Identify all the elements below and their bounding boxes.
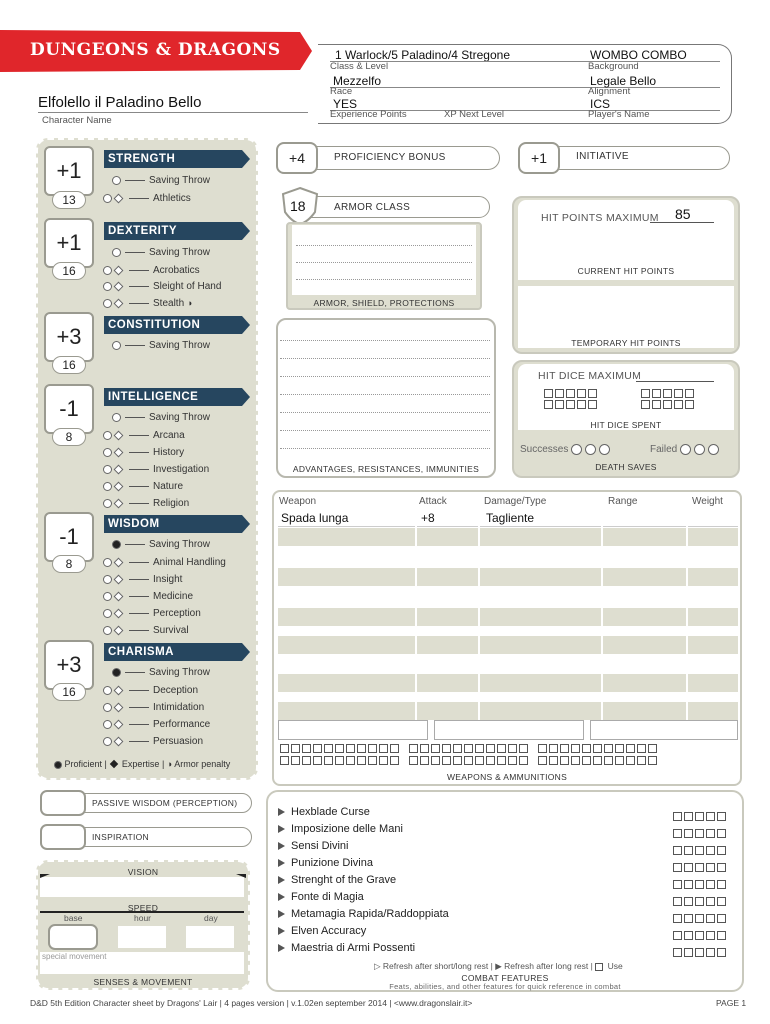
- advantages-line: [280, 394, 490, 395]
- advantages-line: [280, 376, 490, 377]
- proficiency-circle-icon[interactable]: [103, 609, 112, 618]
- inspiration-value[interactable]: [40, 824, 86, 850]
- weapon-damage[interactable]: Tagliente: [486, 511, 535, 525]
- weapon-header-weight: Weight: [692, 496, 723, 507]
- wisdom-mod[interactable]: -1: [44, 512, 94, 562]
- advantages-line: [280, 448, 490, 449]
- proficiency-circle-icon[interactable]: [103, 482, 112, 491]
- charisma-mod[interactable]: +3: [44, 640, 94, 690]
- proficiency-circle-icon[interactable]: [103, 575, 112, 584]
- header-line-2: [330, 87, 720, 88]
- wisdom-saving-throw[interactable]: Saving Throw: [112, 539, 210, 550]
- triangle-icon: [278, 842, 285, 850]
- skill-intimidation[interactable]: Intimidation: [103, 702, 204, 713]
- vision-label: VISION: [127, 867, 159, 877]
- ammo-box-2[interactable]: [434, 720, 584, 740]
- advantages-line: [280, 340, 490, 341]
- proficiency-circle-icon[interactable]: [103, 499, 112, 508]
- hit-dice-checkboxes-left[interactable]: [544, 388, 614, 410]
- expertise-diamond-icon[interactable]: [114, 625, 124, 635]
- weapon-row[interactable]: [278, 674, 738, 692]
- expertise-icon: [110, 760, 118, 768]
- weapon-row[interactable]: [278, 702, 738, 720]
- weapon-row[interactable]: [278, 636, 738, 654]
- alignment-label: Alignment: [588, 86, 631, 97]
- feature-item[interactable]: Imposizione delle Mani: [278, 823, 403, 835]
- alignment-value[interactable]: Legale Bello: [590, 74, 657, 88]
- constitution-saving-throw[interactable]: Saving Throw: [112, 340, 210, 351]
- inspiration-label: INSPIRATION: [92, 832, 149, 842]
- hit-dice-checkboxes-right[interactable]: [641, 388, 711, 410]
- feature-item[interactable]: Hexblade Curse: [278, 806, 370, 818]
- constitution-banner: CONSTITUTION: [104, 316, 242, 334]
- armor-protections-label: ARMOR, SHIELD, PROTECTIONS: [313, 298, 455, 308]
- use-checkbox-icon: [595, 963, 603, 971]
- armor-protections-box[interactable]: [292, 225, 476, 295]
- initiative-label: INITIATIVE: [576, 151, 629, 162]
- constitution-score[interactable]: 16: [52, 356, 86, 374]
- death-save-circle-icon[interactable]: [599, 444, 610, 455]
- ammo-box-3[interactable]: [590, 720, 738, 740]
- hp-max-line: [650, 222, 714, 223]
- charisma-score[interactable]: 16: [52, 683, 86, 701]
- expertise-diamond-icon[interactable]: [114, 281, 124, 291]
- expertise-diamond-icon[interactable]: [114, 464, 124, 474]
- ammo-box-1[interactable]: [278, 720, 428, 740]
- character-name-line: [38, 112, 308, 113]
- death-save-circle-icon[interactable]: [708, 444, 719, 455]
- feature-item[interactable]: Sensi Divini: [278, 840, 348, 852]
- feature-item[interactable]: Fonte di Magia: [278, 891, 364, 903]
- filled-triangle-icon: ▶: [495, 961, 502, 971]
- skill-arcana[interactable]: Arcana: [103, 430, 185, 441]
- expertise-diamond-icon[interactable]: [114, 447, 124, 457]
- strength-score[interactable]: 13: [52, 191, 86, 209]
- triangle-icon: [278, 910, 285, 918]
- proficiency-circle-icon[interactable]: [103, 703, 112, 712]
- expertise-diamond-icon[interactable]: [114, 591, 124, 601]
- speed-base-label: base: [64, 913, 83, 923]
- weapon-row[interactable]: [278, 568, 738, 586]
- expertise-diamond-icon[interactable]: [114, 193, 124, 203]
- weapon-header-weapon: Weapon: [279, 496, 317, 507]
- skill-religion[interactable]: Religion: [103, 498, 189, 509]
- feature-item[interactable]: Punizione Divina: [278, 857, 373, 869]
- triangle-icon: [278, 876, 285, 884]
- skill-animal-handling[interactable]: Animal Handling: [103, 557, 226, 568]
- feature-item[interactable]: Strenght of the Grave: [278, 874, 396, 886]
- feature-item[interactable]: Maestria di Armi Possenti: [278, 942, 415, 954]
- dexterity-mod[interactable]: +1: [44, 218, 94, 268]
- proficiency-circle-icon[interactable]: [103, 431, 112, 440]
- proficiency-circle-icon[interactable]: [103, 626, 112, 635]
- skill-deception[interactable]: Deception: [103, 685, 198, 696]
- strength-saving-throw[interactable]: Saving Throw: [112, 175, 210, 186]
- intelligence-saving-throw[interactable]: Saving Throw: [112, 412, 210, 423]
- armor-penalty-icon: ◑: [186, 298, 193, 308]
- proficiency-circle-icon[interactable]: [103, 686, 112, 695]
- senses-title: SENSES & MOVEMENT: [93, 977, 193, 987]
- speed-label: SPEED: [127, 903, 159, 913]
- passive-wisdom-label: PASSIVE WISDOM (PERCEPTION): [92, 798, 238, 808]
- background-label: Background: [588, 61, 639, 72]
- proficiency-circle-icon[interactable]: [112, 413, 121, 422]
- skill-persuasion[interactable]: Persuasion: [103, 736, 203, 747]
- weapon-header-range: Range: [608, 496, 638, 507]
- intelligence-banner: INTELLIGENCE: [104, 388, 242, 406]
- weapon-name[interactable]: Spada lunga: [281, 511, 349, 525]
- armor-line: [296, 262, 472, 263]
- proficiency-circle-icon[interactable]: [103, 720, 112, 729]
- proficiency-circle-filled-icon[interactable]: [112, 668, 121, 677]
- proficiency-circle-icon[interactable]: [103, 194, 112, 203]
- death-save-circle-icon[interactable]: [694, 444, 705, 455]
- wisdom-banner: WISDOM: [104, 515, 242, 533]
- hp-max-value[interactable]: 85: [675, 206, 691, 222]
- weapon-attack[interactable]: +8: [421, 511, 435, 525]
- player-label: Player's Name: [588, 109, 650, 120]
- experience-value[interactable]: YES: [333, 97, 358, 111]
- character-name[interactable]: Elfolello il Paladino Bello: [38, 94, 202, 111]
- legend: Proficient | Expertise | ◑ Armor penalty: [54, 759, 230, 769]
- dexterity-score[interactable]: 16: [52, 262, 86, 280]
- expertise-diamond-icon[interactable]: [114, 574, 124, 584]
- intelligence-score[interactable]: 8: [52, 428, 86, 446]
- experience-label: Experience Points: [330, 109, 407, 120]
- skill-investigation[interactable]: Investigation: [103, 464, 209, 475]
- race-label: Race: [330, 86, 353, 97]
- weapons-title: WEAPONS & AMMUNITIONS: [446, 772, 568, 782]
- outline-triangle-icon: ▷: [374, 961, 381, 971]
- death-saves-failed[interactable]: Failed: [650, 444, 719, 455]
- proficiency-circle-icon[interactable]: [112, 176, 121, 185]
- vision-box[interactable]: [40, 877, 244, 897]
- skill-survival[interactable]: Survival: [103, 625, 189, 636]
- strength-banner: STRENGTH: [104, 150, 242, 168]
- triangle-icon: [278, 927, 285, 935]
- advantages-line: [280, 358, 490, 359]
- initiative-value[interactable]: +1: [518, 142, 560, 174]
- weapon-row[interactable]: [278, 608, 738, 626]
- triangle-icon: [278, 893, 285, 901]
- expertise-diamond-icon[interactable]: [114, 685, 124, 695]
- death-saves-title: DEATH SAVES: [595, 462, 657, 472]
- race-value[interactable]: Mezzelfo: [333, 74, 382, 88]
- armor-class-value[interactable]: 18: [290, 198, 306, 214]
- dexterity-saving-throw[interactable]: Saving Throw: [112, 247, 210, 258]
- proficiency-circle-icon[interactable]: [103, 266, 112, 275]
- triangle-icon: [278, 944, 285, 952]
- speed-day-label: day: [204, 913, 218, 923]
- proficiency-circle-icon[interactable]: [112, 341, 121, 350]
- vision-box-marker-left: [40, 874, 50, 878]
- skill-performance[interactable]: Performance: [103, 719, 210, 730]
- weapon-header-attack: Attack: [419, 496, 447, 507]
- death-save-circle-icon[interactable]: [680, 444, 691, 455]
- proficiency-circle-filled-icon[interactable]: [112, 540, 121, 549]
- page-number: PAGE 1: [716, 998, 747, 1008]
- death-save-circle-icon[interactable]: [571, 444, 582, 455]
- feature-use-checkboxes[interactable]: [673, 808, 741, 961]
- temp-hp-label: TEMPORARY HIT POINTS: [571, 338, 681, 348]
- background-value[interactable]: WOMBO COMBO: [590, 48, 687, 62]
- proficiency-circle-icon[interactable]: [103, 465, 112, 474]
- advantages-line: [280, 412, 490, 413]
- proficiency-circle-icon[interactable]: [103, 592, 112, 601]
- expertise-diamond-icon[interactable]: [114, 265, 124, 275]
- weapon-row[interactable]: [278, 528, 738, 546]
- xp-next-label: XP Next Level: [444, 109, 505, 120]
- combat-features-subtitle: Feats, abilities, and other features for quick reference in combat: [389, 982, 621, 991]
- expertise-diamond-icon[interactable]: [114, 702, 124, 712]
- proficiency-circle-icon[interactable]: [103, 299, 112, 308]
- skill-stealth[interactable]: Stealth ◑: [103, 298, 192, 309]
- proficient-icon: [54, 761, 62, 769]
- proficiency-circle-icon[interactable]: [112, 248, 121, 257]
- proficiency-circle-icon[interactable]: [103, 558, 112, 567]
- weapon-header-damage: Damage/Type: [484, 496, 547, 507]
- features-refresh-legend: ▷ Refresh after short/long rest | ▶ Refresh after long rest | Use: [374, 961, 623, 971]
- special-movement-label: special movement: [42, 952, 107, 961]
- character-name-label: Character Name: [42, 115, 112, 126]
- skill-nature[interactable]: Nature: [103, 481, 183, 492]
- expertise-diamond-icon[interactable]: [114, 557, 124, 567]
- ammo-checkboxes[interactable]: [280, 742, 740, 766]
- expertise-diamond-icon[interactable]: [114, 298, 124, 308]
- expertise-diamond-icon[interactable]: [114, 481, 124, 491]
- armor-line: [296, 279, 472, 280]
- expertise-diamond-icon[interactable]: [114, 736, 124, 746]
- skill-medicine[interactable]: Medicine: [103, 591, 193, 602]
- player-value[interactable]: ICS: [590, 97, 611, 111]
- proficiency-bonus-value[interactable]: +4: [276, 142, 318, 174]
- armor-class-label: ARMOR CLASS: [334, 202, 411, 213]
- skill-athletics[interactable]: Athletics: [103, 193, 191, 204]
- advantages-box[interactable]: [276, 318, 496, 478]
- death-saves-successes[interactable]: Successes: [520, 444, 610, 455]
- speed-hour-box[interactable]: [118, 926, 166, 948]
- skill-acrobatics[interactable]: Acrobatics: [103, 265, 200, 276]
- armor-line: [296, 245, 472, 246]
- triangle-icon: [278, 825, 285, 833]
- skill-insight[interactable]: Insight: [103, 574, 182, 585]
- wisdom-score[interactable]: 8: [52, 555, 86, 573]
- triangle-icon: [278, 808, 285, 816]
- proficiency-circle-icon[interactable]: [103, 282, 112, 291]
- vision-box-marker-right: [236, 874, 246, 878]
- logo-text: DUNGEONS & DRAGONS: [30, 40, 281, 60]
- charisma-saving-throw[interactable]: Saving Throw: [112, 667, 210, 678]
- triangle-icon: [278, 859, 285, 867]
- skill-history[interactable]: History: [103, 447, 184, 458]
- hit-dice-max-line: [636, 381, 714, 382]
- skill-sleight-of-hand[interactable]: Sleight of Hand: [103, 281, 221, 292]
- expertise-diamond-icon[interactable]: [114, 430, 124, 440]
- proficiency-bonus-label: PROFICIENCY BONUS: [334, 152, 446, 163]
- speed-hour-label: hour: [134, 913, 152, 923]
- speed-base-box[interactable]: [48, 924, 98, 950]
- skill-perception[interactable]: Perception: [103, 608, 201, 619]
- advantages-line: [280, 430, 490, 431]
- dexterity-banner: DEXTERITY: [104, 222, 242, 240]
- hp-max-label: HIT POINTS MAXIMUM: [541, 212, 659, 224]
- expertise-diamond-icon[interactable]: [114, 719, 124, 729]
- intelligence-mod[interactable]: -1: [44, 384, 94, 434]
- footer-credits: D&D 5th Edition Character sheet by Dragons' Lair | 4 pages version | v.1.02en september 2014 | <www.dragonslair.it>: [30, 998, 473, 1008]
- current-hp-label: CURRENT HIT POINTS: [577, 266, 675, 276]
- hit-dice-spent-label: HIT DICE SPENT: [590, 420, 662, 430]
- proficiency-circle-icon[interactable]: [103, 448, 112, 457]
- expertise-diamond-icon[interactable]: [114, 608, 124, 618]
- charisma-banner: CHARISMA: [104, 643, 242, 661]
- feature-item[interactable]: Metamagia Rapida/Raddoppiata: [278, 908, 449, 920]
- constitution-mod[interactable]: +3: [44, 312, 94, 362]
- passive-wisdom-value[interactable]: [40, 790, 86, 816]
- class-level-value[interactable]: 1 Warlock/5 Paladino/4 Stregone: [335, 48, 510, 62]
- logo: [0, 28, 312, 74]
- strength-mod[interactable]: +1: [44, 146, 94, 196]
- feature-item[interactable]: Elven Accuracy: [278, 925, 366, 937]
- hit-dice-max-label: HIT DICE MAXIMUM: [538, 370, 642, 382]
- advantages-label: ADVANTAGES, RESISTANCES, IMMUNITIES: [292, 464, 480, 474]
- expertise-diamond-icon[interactable]: [114, 498, 124, 508]
- proficiency-circle-icon[interactable]: [103, 737, 112, 746]
- armor-penalty-legend-icon: ◑: [166, 759, 173, 769]
- death-save-circle-icon[interactable]: [585, 444, 596, 455]
- combat-features-title: COMBAT FEATURES: [461, 973, 549, 983]
- speed-day-box[interactable]: [186, 926, 234, 948]
- class-level-label: Class & Level: [330, 61, 389, 72]
